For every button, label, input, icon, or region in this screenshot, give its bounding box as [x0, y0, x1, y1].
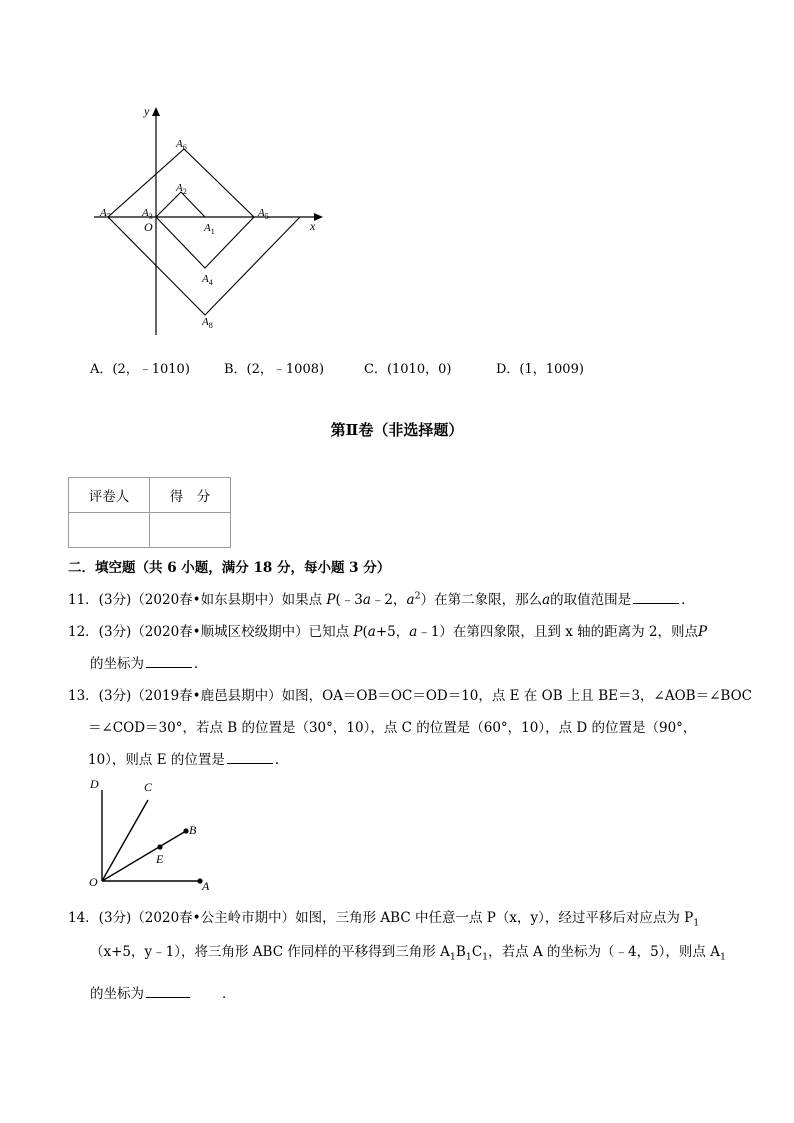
q14-line1: 14．(3分)（2020春•公主岭市期中）如图，三角形 ABC 中任意一点 P（x，y），经过平移后对应点为 P — [68, 910, 694, 926]
q12-rest: ﹣1）在第四象限，且到 x 轴的距离为 2，则点 — [417, 624, 698, 640]
q11-end: ． — [681, 592, 695, 608]
q14-line2-d: ，若点 A 的坐标为（﹣4，5），则点 A — [488, 944, 720, 960]
label-a6: $A_6$ — [176, 138, 187, 152]
question-14-line3 — [90, 982, 236, 1002]
figure-coordinate-spiral — [88, 100, 338, 340]
q13-answer-blank[interactable] — [227, 751, 273, 764]
label-a7: $A_7$ — [100, 207, 111, 221]
choice-b: B．(2，﹣1008) — [224, 362, 325, 377]
q12-p2: P — [698, 624, 708, 640]
question-13-line3 — [88, 748, 288, 768]
q14-end: ． — [222, 986, 236, 1002]
q12-paren: ( — [362, 624, 368, 640]
score-table-header-score: 得 分 — [150, 478, 231, 513]
point-b — [183, 828, 188, 833]
q11-p: P — [326, 592, 336, 608]
label-c: C — [144, 780, 153, 794]
q14-line2-a: （x+5，y﹣1），将三角形 ABC 作同样的平移得到三角形 A — [90, 944, 450, 960]
choice-c: C．(1010，0) — [364, 362, 452, 377]
q14-line2-b: B — [455, 944, 466, 960]
q13-line3: 10），则点 E 的位置是 — [88, 752, 225, 768]
figure-angles — [86, 774, 216, 892]
q14-s2: 1 — [465, 951, 472, 963]
q12-a2: a — [409, 624, 418, 640]
x-axis-arrow — [314, 213, 323, 221]
q12-line2: 的坐标为 — [90, 656, 144, 672]
q12-prefix: 12．(3分)（2020春•顺城区校级期中）已知点 — [68, 624, 350, 640]
q11-suffix-a: ）在第二象限，那么 — [420, 592, 543, 608]
q14-s4: 1 — [719, 951, 726, 963]
label-o: O — [89, 875, 98, 889]
score-table-cell-score[interactable] — [150, 513, 231, 548]
question-12-line2 — [90, 652, 208, 672]
q12-end: ． — [194, 656, 208, 672]
y-axis-label: y — [144, 104, 150, 118]
label-e: E — [156, 852, 164, 866]
question-11 — [68, 588, 695, 608]
q11-a2: a — [406, 592, 415, 608]
q11-a3: a — [542, 592, 551, 608]
point-e — [157, 844, 162, 849]
q12-p: P — [353, 624, 363, 640]
path-small — [156, 192, 205, 217]
ray-ob — [102, 831, 186, 881]
label-b: B — [189, 823, 197, 837]
q11-prefix: 11．(3分)（2020春•如东县期中）如果点 — [68, 592, 323, 608]
q14-line3: 的坐标为 — [90, 986, 144, 1002]
q12-plus: +5， — [375, 624, 410, 640]
y-axis-arrow — [152, 107, 160, 116]
q14-answer-blank[interactable] — [146, 985, 190, 998]
question-14-line1 — [68, 906, 699, 929]
q14-line2-c: C — [471, 944, 483, 960]
choice-d: D．(1，1009) — [496, 362, 584, 377]
label-a8: $A_8$ — [202, 316, 213, 330]
label-d: D — [90, 777, 99, 791]
score-table — [68, 477, 231, 548]
q11-paren: (﹣3 — [335, 592, 363, 608]
label-a5: $A_5$ — [258, 207, 269, 221]
label-a: A — [202, 879, 210, 892]
q14-s3: 1 — [482, 951, 489, 963]
q11-answer-blank[interactable] — [633, 591, 679, 604]
origin-label: O — [144, 220, 153, 234]
label-a3: $A_3$ — [142, 207, 153, 221]
label-a2: $A_2$ — [176, 182, 187, 196]
x-axis-label: x — [310, 219, 316, 233]
label-a4: $A_4$ — [202, 273, 213, 287]
q11-a1: a — [362, 592, 371, 608]
label-a1: $A_1$ — [204, 222, 215, 236]
q14-line1-sub: 1 — [693, 917, 700, 929]
q11-sup: 2 — [414, 590, 421, 602]
score-table-header-grader: 评卷人 — [69, 478, 150, 513]
question-13-line2: ＝∠COD＝30°，若点 B 的位置是（30°，10），点 C 的位置是（60°，10），点 D 的位置是（90°， — [88, 720, 697, 736]
q13-end: ． — [274, 752, 289, 768]
q11-mid: ﹣2， — [370, 592, 407, 608]
question-12-line1 — [68, 620, 707, 640]
q12-answer-blank[interactable] — [146, 655, 192, 668]
part-title: 第Ⅱ卷（非选择题） — [330, 421, 464, 439]
q14-s1: 1 — [449, 951, 456, 963]
q12-a1: a — [367, 624, 376, 640]
q11-suffix-b: 的取值范围是 — [550, 592, 632, 608]
score-table-cell-grader[interactable] — [69, 513, 150, 548]
question-13-line1: 13．(3分)（2019春•鹿邑县期中）如图，OA＝OB＝OC＝OD＝10，点 E 在 OB 上且 BE＝3，∠AOB＝∠BOC — [68, 688, 752, 704]
choice-a: A．(2，﹣1010) — [90, 362, 190, 377]
section-header: 二．填空题（共 6 小题，满分 18 分，每小题 3 分） — [68, 560, 391, 576]
question-14-line2 — [90, 940, 726, 963]
ray-oc — [102, 800, 148, 881]
